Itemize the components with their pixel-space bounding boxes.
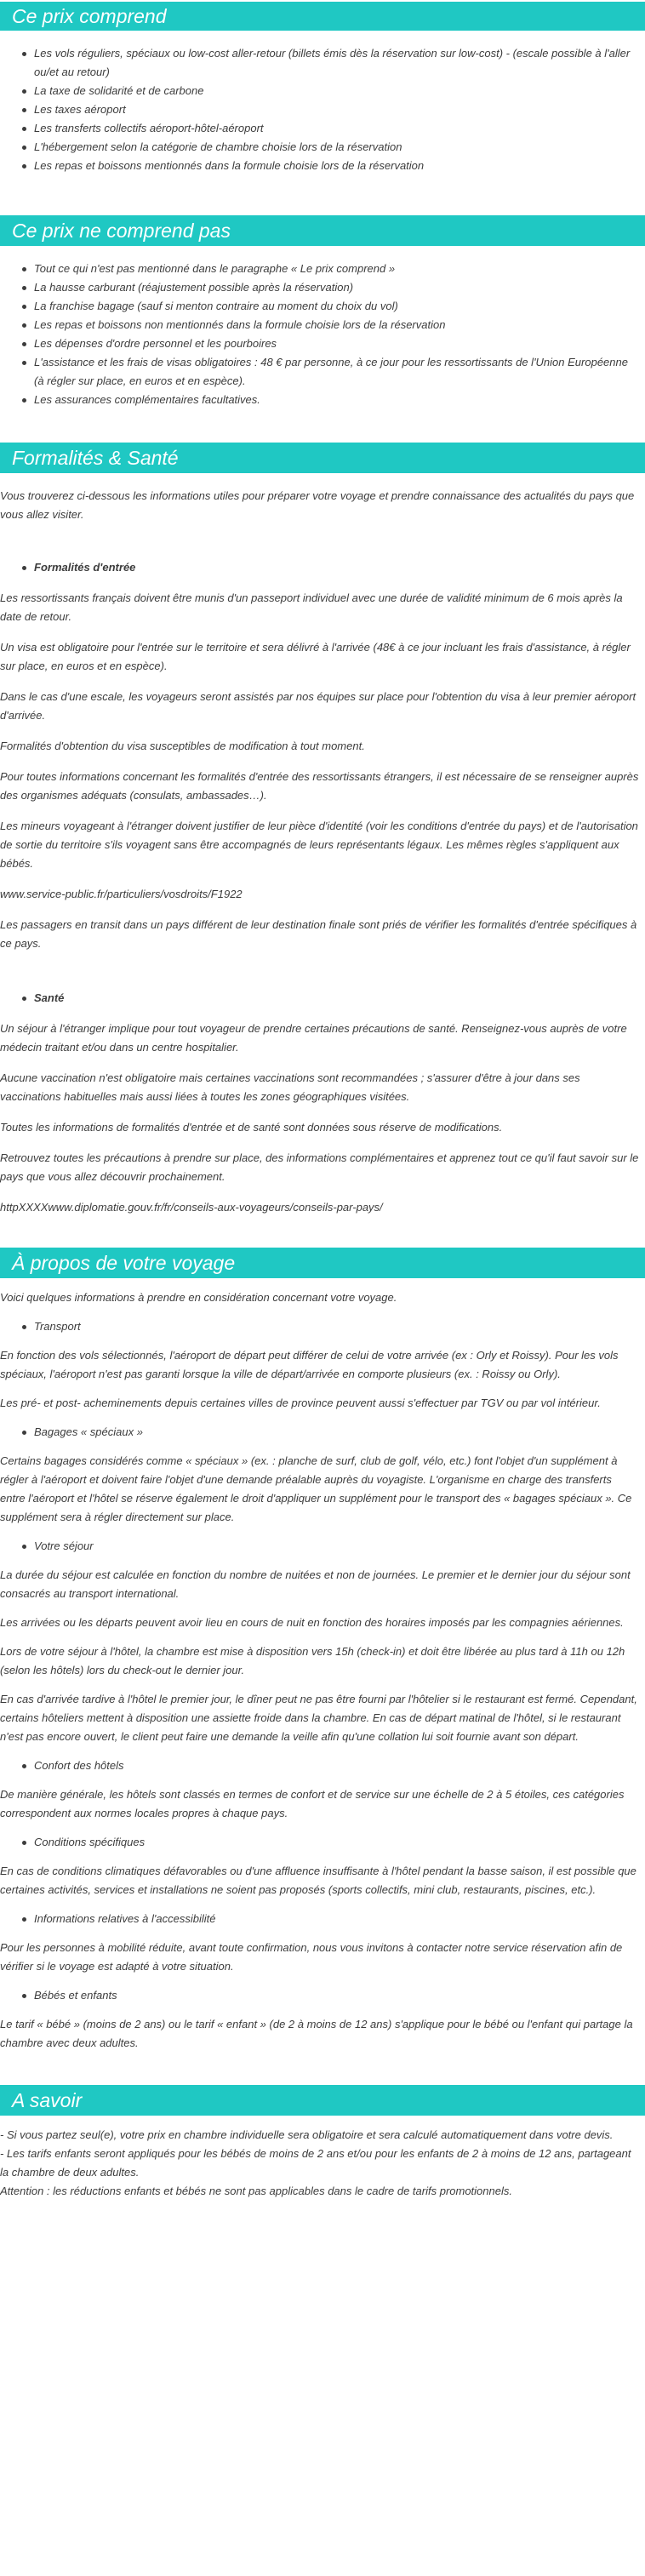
accessibilite-heading: Informations relatives à l'accessibilité — [0, 1910, 645, 1928]
bebes-enfants-heading: Bébés et enfants — [0, 1986, 645, 2005]
sante-paragraphs — [0, 1020, 645, 1217]
apropos-paragraph: La durée du séjour est calculée en fonction du nombre de nuitées et non de journées. Le premier et le dernier jour du séjour sont consacrés au transport international. — [0, 1568, 631, 1600]
section-title-apropos-voyage: À propos de votre voyage — [0, 1248, 645, 1278]
list-prix-ne-comprend — [0, 260, 645, 409]
sante-heading: Santé — [0, 989, 645, 1008]
sante-paragraph: Toutes les informations de formalités d'entrée et de santé sont données sous réserve de modifications. — [0, 1121, 503, 1134]
entree-paragraph: Formalités d'obtention du visa susceptibles de modification à tout moment. — [0, 740, 365, 752]
entree-paragraph: Pour toutes informations concernant les formalités d'entrée des ressortissants étrangers, il est nécessaire de se renseigner auprès des organismes adéquats (consulats, ambassades…). — [0, 770, 639, 802]
page — [0, 2, 645, 2201]
list-prix-comprend — [0, 44, 645, 175]
prix-comprend-item: Les transferts collectifs aéroport-hôtel-aéroport — [34, 119, 645, 138]
section-title-prix-comprend: Ce prix comprend — [0, 2, 645, 31]
confort-heading: Confort des hôtels — [0, 1756, 645, 1775]
entree-paragraph: Les passagers en transit dans un pays différent de leur destination finale sont priés de vérifier les formalités d'entrée spécifiques à ce pays. — [0, 918, 637, 950]
entree-paragraph: Dans le cas d'une escale, les voyageurs seront assistés par nos équipes sur place pour l'obtention du visa à leur premier aéroport d'arrivée. — [0, 690, 636, 722]
prix-ne-comprend-item: Tout ce qui n'est pas mentionné dans le paragraphe « Le prix comprend » — [34, 260, 645, 278]
transport-paragraphs — [0, 1346, 645, 1413]
apropos-intro: Voici quelques informations à prendre en considération concernant votre voyage. — [0, 1291, 397, 1304]
sante-paragraph: Retrouvez toutes les précautions à prendre sur place, des informations complémentaires et apprenez tout ce qu'il faut savoir sur le pays que vous allez découvrir prochainement. — [0, 1151, 639, 1183]
apropos-paragraph: En cas d'arrivée tardive à l'hôtel le premier jour, le dîner peut ne pas être fourni par l'hôtelier si le restaurant est fermé. Cependant, certains hôteliers mettent à disposition une assiette froide dans la chambre. En cas de départ matinal de l'hôtel, si le restaurant n'est pas encore ouvert, le client peut faire une demande la veille afin qu'une collation lui soit fournie avant son départ. — [0, 1693, 637, 1743]
apropos-paragraph: Lors de votre séjour à l'hôtel, la chambre est mise à disposition vers 15h (check-in) et doit être libérée au plus tard à 11h ou 12h (selon les hôtels) lors du check-out le dernier jour. — [0, 1645, 625, 1676]
prix-ne-comprend-item: Les dépenses d'ordre personnel et les pourboires — [34, 334, 645, 353]
formalites-entree-paragraphs — [0, 589, 645, 953]
apropos-paragraph: Le tarif « bébé » (moins de 2 ans) ou le tarif « enfant » (de 2 à moins de 12 ans) s'applique pour le bébé ou l'enfant qui partage la chambre avec deux adultes. — [0, 2018, 633, 2049]
prix-ne-comprend-item: L'assistance et les frais de visas obligatoires : 48 € par personne, à ce jour pour les ressortissants de l'Union Européenne (à régler sur place, en euros et en espèce). — [34, 353, 645, 391]
apropos-paragraph: En fonction des vols sélectionnés, l'aéroport de départ peut différer de celui de votre arrivée (ex : Orly et Roissy). Pour les vols spéciaux, l'aéroport n'est pas garanti lorsque la ville de départ/arrivée en comporte plusieurs (ex. : Roissy ou Orly). — [0, 1349, 619, 1380]
conditions-heading: Conditions spécifiques — [0, 1833, 645, 1852]
confort-paragraphs — [0, 1785, 645, 1823]
a-savoir-lines — [0, 2126, 645, 2201]
apropos-paragraph: En cas de conditions climatiques défavorables ou d'une affluence insuffisante à l'hôtel pendant la basse saison, il est possible que certaines activités, services et installations ne soient pas proposés (sports collectifs, mini club, restaurants, piscines, etc.). — [0, 1865, 636, 1896]
entree-paragraph: Les mineurs voyageant à l'étranger doivent justifier de leur pièce d'identité (voir les conditions d'entrée du pays) et de l'autorisation de sortie du territoire s'ils voyagent sans être accompagnés de leurs représentants légaux. Les mêmes règles s'appliquent aux bébés. — [0, 820, 638, 870]
sejour-paragraphs — [0, 1566, 645, 1746]
sante-paragraph: httpXXXXwww.diplomatie.gouv.fr/fr/conseils-aux-voyageurs/conseils-par-pays/ — [0, 1201, 383, 1214]
a-savoir-line: Attention : les réductions enfants et bébés ne sont pas applicables dans le cadre de tarifs promotionnels. — [0, 2185, 512, 2197]
entree-paragraph: Un visa est obligatoire pour l'entrée sur le territoire et sera délivré à l'arrivée (48€ à ce jour incluant les frais d'assistance, à régler sur place, en euros et en espèce). — [0, 641, 631, 672]
section-formalites-sante — [0, 443, 645, 1217]
sante-paragraph: Aucune vaccination n'est obligatoire mais certaines vaccinations sont recommandées ; s'assurer d'être à jour dans ses vaccinations habituelles mais aussi liées à toutes les zones géographiques visitées. — [0, 1071, 580, 1103]
formalites-entree-heading: Formalités d'entrée — [0, 558, 645, 577]
section-prix-comprend — [0, 2, 645, 175]
a-savoir-line: - Les tarifs enfants seront appliqués pour les bébés de moins de 2 ans et/ou pour les enfants de 2 à moins de 12 ans, partageant la chambre de deux adultes. — [0, 2147, 631, 2179]
bagages-heading: Bagages « spéciaux » — [0, 1423, 645, 1442]
apropos-paragraph: Les pré- et post- acheminements depuis certaines villes de province peuvent aussi s'effectuer par TGV ou par vol intérieur. — [0, 1397, 601, 1409]
bagages-paragraphs — [0, 1452, 645, 1527]
bebes-enfants-paragraphs — [0, 2015, 645, 2053]
apropos-paragraph: Pour les personnes à mobilité réduite, avant toute confirmation, nous vous invitons à contacter notre service réservation afin de vérifier si le voyage est adapté à votre situation. — [0, 1941, 623, 1973]
apropos-paragraph: Les arrivées ou les départs peuvent avoir lieu en cours de nuit en fonction des horaires imposés par les compagnies aériennes. — [0, 1616, 624, 1629]
section-title-formalites-sante: Formalités & Santé — [0, 443, 645, 473]
prix-ne-comprend-item: Les repas et boissons non mentionnés dans la formule choisie lors de la réservation — [34, 316, 645, 334]
prix-comprend-item: L'hébergement selon la catégorie de chambre choisie lors de la réservation — [34, 138, 645, 157]
transport-heading: Transport — [0, 1317, 645, 1336]
a-savoir-line: - Si vous partez seul(e), votre prix en chambre individuelle sera obligatoire et sera calculé automatiquement dans votre devis. — [0, 2128, 614, 2141]
section-prix-ne-comprend — [0, 215, 645, 409]
prix-ne-comprend-item: Les assurances complémentaires facultatives. — [34, 391, 645, 409]
section-apropos-voyage — [0, 1248, 645, 2053]
section-title-prix-ne-comprend: Ce prix ne comprend pas — [0, 215, 645, 246]
conditions-paragraphs — [0, 1862, 645, 1899]
entree-paragraph: Les ressortissants français doivent être munis d'un passeport individuel avec une durée de validité minimum de 6 mois après la date de retour. — [0, 591, 623, 623]
prix-comprend-item: Les repas et boissons mentionnés dans la formule choisie lors de la réservation — [34, 157, 645, 175]
sante-paragraph: Un séjour à l'étranger implique pour tout voyageur de prendre certaines précautions de santé. Renseignez-vous auprès de votre médecin traitant et/ou dans un centre hospitalier. — [0, 1022, 627, 1054]
sejour-heading: Votre séjour — [0, 1537, 645, 1556]
prix-comprend-item: La taxe de solidarité et de carbone — [34, 82, 645, 100]
prix-comprend-item: Les taxes aéroport — [34, 100, 645, 119]
entree-paragraph: www.service-public.fr/particuliers/vosdroits/F1922 — [0, 888, 243, 900]
formalites-intro: Vous trouverez ci-dessous les informations utiles pour préparer votre voyage et prendre connaissance des actualités du pays que vous allez visiter. — [0, 489, 635, 521]
accessibilite-paragraphs — [0, 1939, 645, 1976]
section-a-savoir — [0, 2085, 645, 2201]
prix-comprend-item: Les vols réguliers, spéciaux ou low-cost aller-retour (billets émis dès la réservation sur low-cost) - (escale possible à l'aller ou/et au retour) — [34, 44, 645, 82]
prix-ne-comprend-item: La hausse carburant (réajustement possible après la réservation) — [34, 278, 645, 297]
section-title-a-savoir: A savoir — [0, 2085, 645, 2116]
prix-ne-comprend-item: La franchise bagage (sauf si menton contraire au moment du choix du vol) — [34, 297, 645, 316]
apropos-paragraph: Certains bagages considérés comme « spéciaux » (ex. : planche de surf, club de golf, vélo, etc.) font l'objet d'un supplément à régler à l'aéroport et doivent faire l'objet d'une demande préalable auprès du voyagiste. L'organisme en charge des transferts entre l'aéroport et l'hôtel se réserve également le droit d'appliquer un supplément pour le transport des « bagages spéciaux ». Ce supplément sera à régler directement sur place. — [0, 1454, 632, 1523]
apropos-paragraph: De manière générale, les hôtels sont classés en termes de confort et de service sur une échelle de 2 à 5 étoiles, ces catégories correspondent aux normes locales propres à chaque pays. — [0, 1788, 625, 1819]
